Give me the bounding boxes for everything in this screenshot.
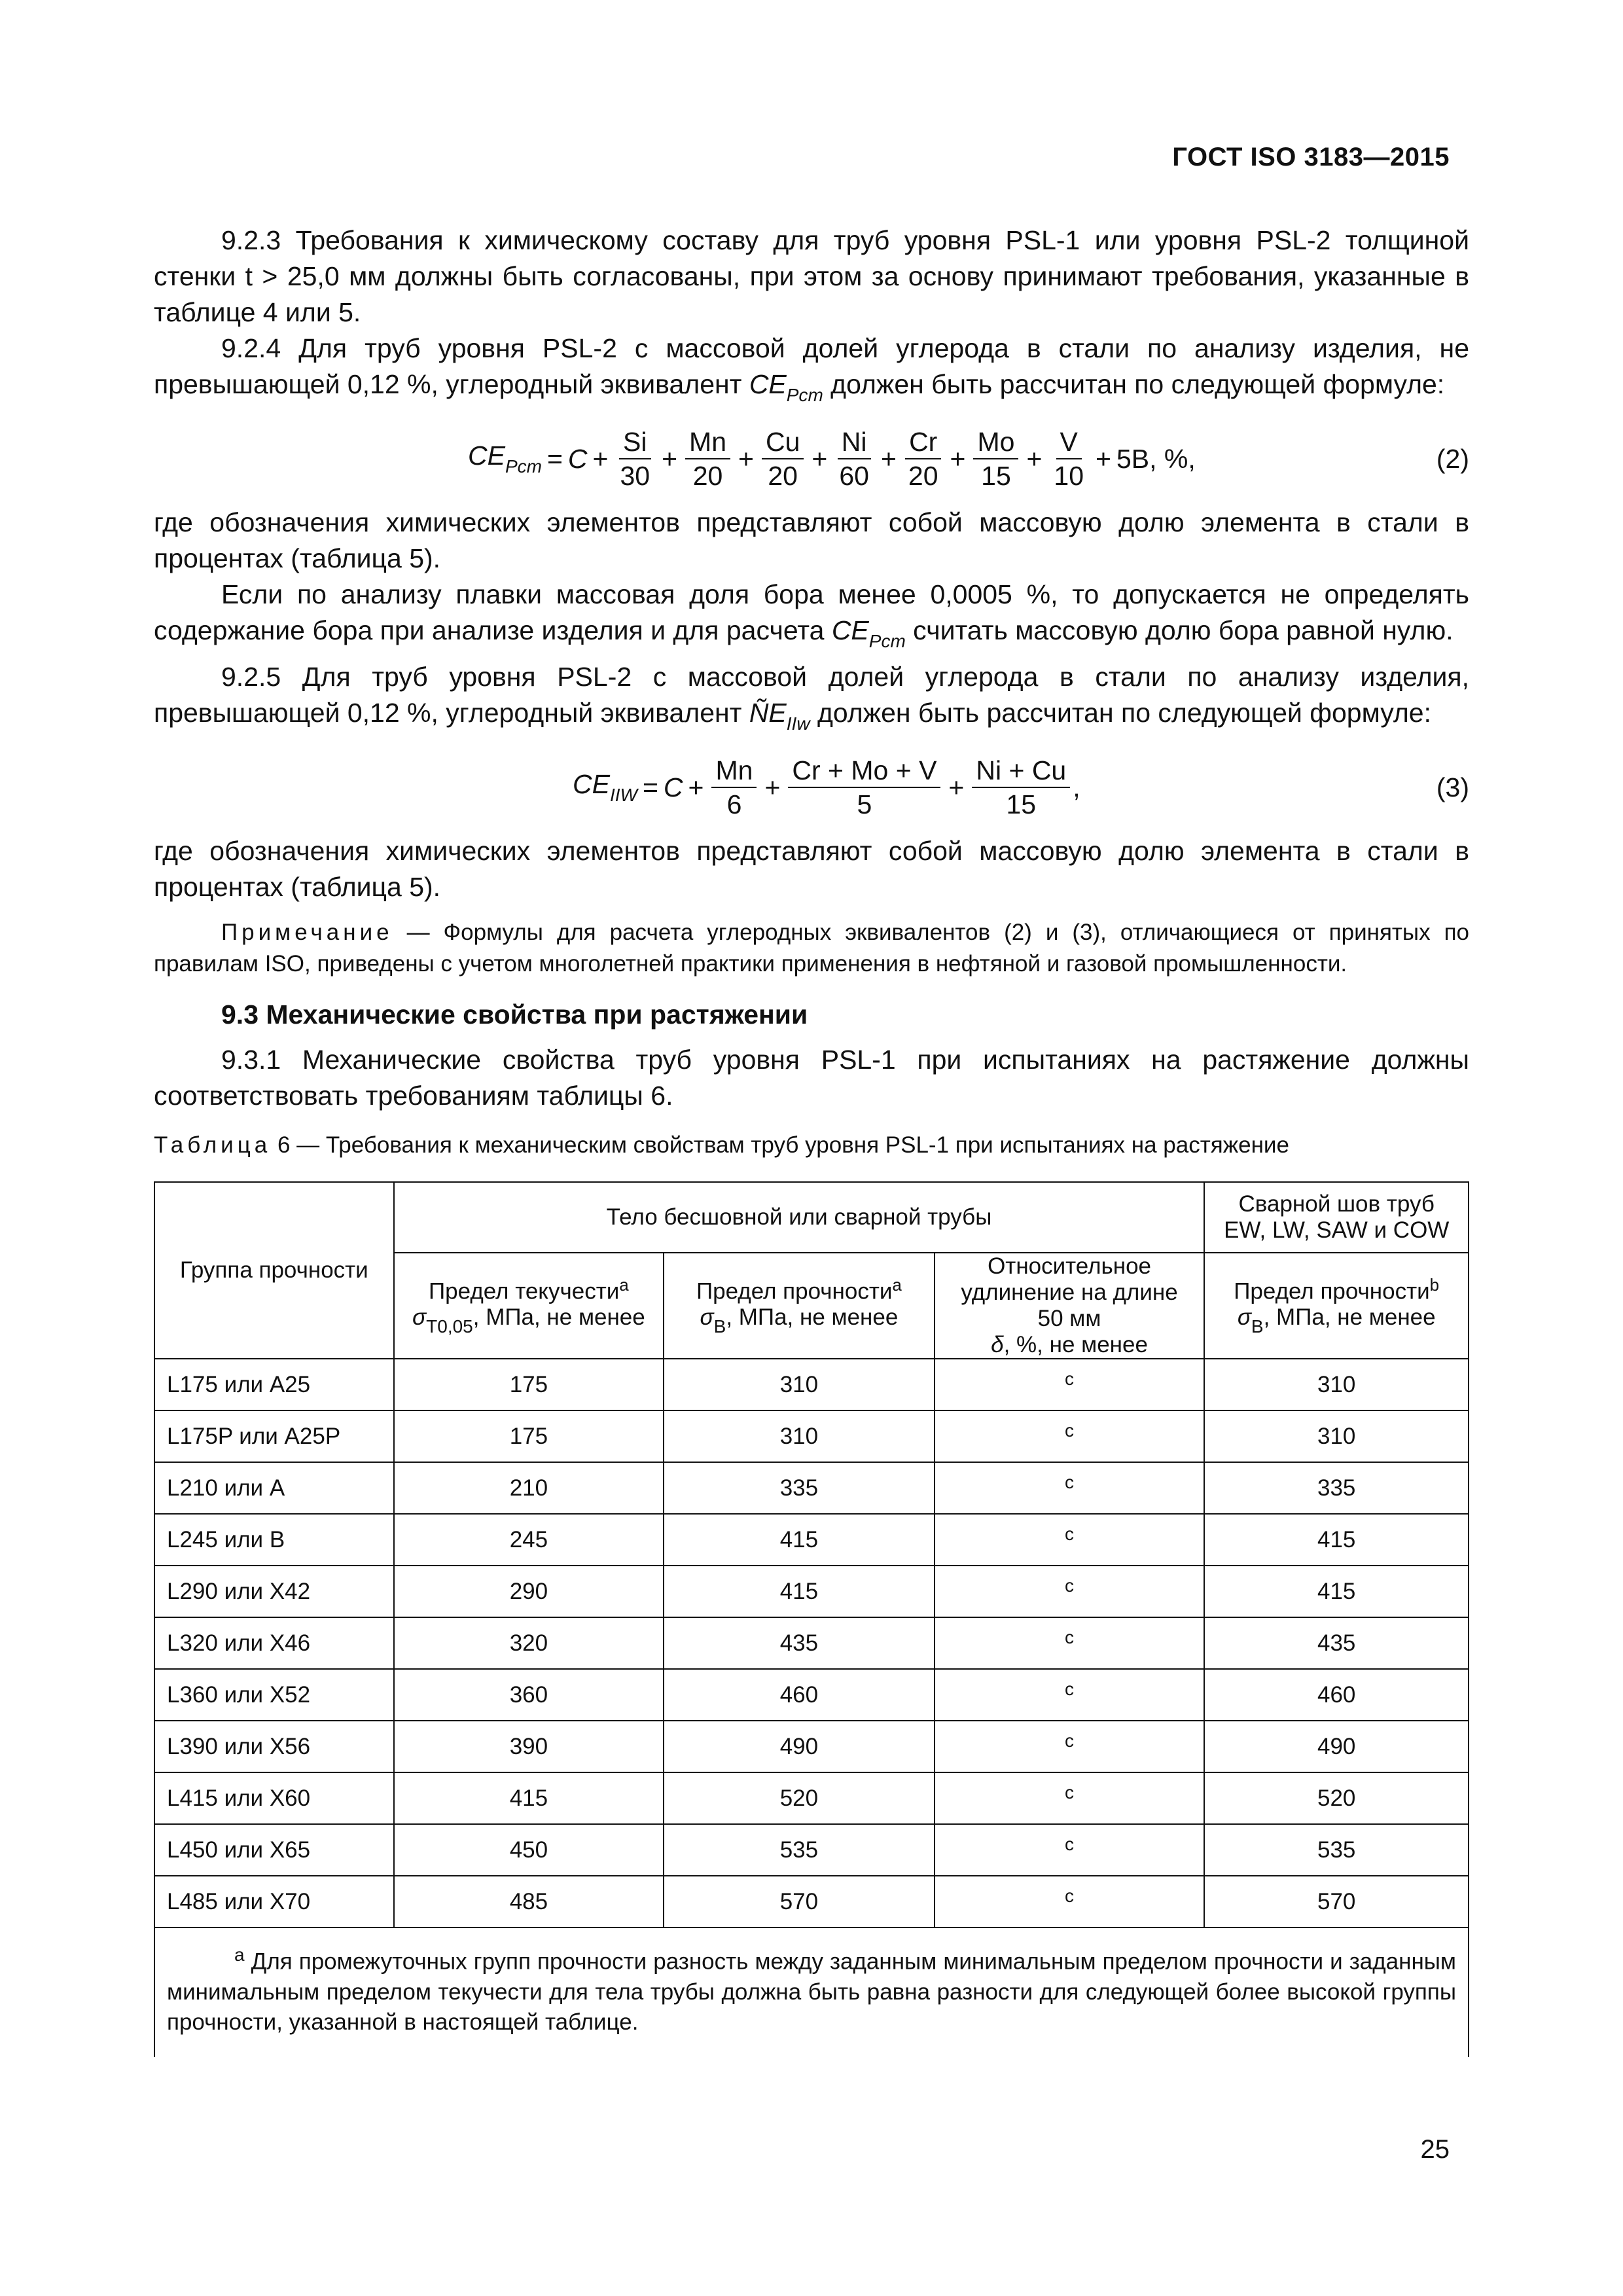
cell-yield: 175: [394, 1359, 664, 1410]
formula-fraction: $\frac{Mo}{15}$: [973, 425, 1018, 492]
paragraph-9-2-5: 9.2.5 Для труб уровня PSL-2 с массовой долей углерода в стали по анализу изделия, превышающей 0,12 %, углеродный эквивалент $ÑE_{IIw}$ должен быть рассчитан по следующей формуле:: [154, 662, 1469, 734]
cell-weld: 520: [1204, 1772, 1469, 1824]
formula-fraction: $\frac{Cr}{20}$: [904, 425, 942, 492]
table-row: [154, 1359, 1469, 1410]
cell-tensile: 415: [664, 1566, 935, 1617]
cell-tensile: 310: [664, 1359, 935, 1410]
where-clause-2: где обозначения химических элементов представляют собой массовую долю элемента в стали в процентах (таблица 5).: [154, 836, 1469, 902]
cell-weld: 415: [1204, 1514, 1469, 1566]
cell-yield: 360: [394, 1669, 664, 1721]
cell-yield: 485: [394, 1876, 664, 1928]
formula-fraction: $\frac{Ni}{60}$: [835, 425, 873, 492]
col-header-elongation: Относительное удлинение на длине 50 мм δ, %, не менее: [935, 1253, 1205, 1359]
table-row: [154, 1514, 1469, 1566]
formula-lhs: $CE_{IIW}$: [573, 769, 637, 805]
cell-yield: 320: [394, 1617, 664, 1669]
cell-yield: 390: [394, 1721, 664, 1772]
cell-grade: L290 или X42: [154, 1566, 394, 1617]
cell-elong: c: [935, 1514, 1205, 1566]
cell-weld: 415: [1204, 1566, 1469, 1617]
where-clause-1: где обозначения химических элементов представляют собой массовую долю элемента в стали в процентах (таблица 5).: [154, 507, 1469, 573]
cell-grade: L210 или A: [154, 1462, 394, 1514]
cell-yield: 290: [394, 1566, 664, 1617]
formula-2: [154, 413, 1469, 505]
cell-elong: c: [935, 1772, 1205, 1824]
paragraph-9-2-4-text-end: должен быть рассчитан по следующей формуле:: [823, 369, 1445, 399]
formula-lhs: $CE_{Pcm}$: [468, 440, 542, 476]
cell-weld: 460: [1204, 1669, 1469, 1721]
cell-weld: 310: [1204, 1410, 1469, 1462]
note-label: Примечание: [221, 920, 393, 945]
cell-elong: c: [935, 1359, 1205, 1410]
cell-yield: 245: [394, 1514, 664, 1566]
col-header-yield: Предел текучести$^a$ $\sigma_{T0,05}$, МПа, не менее: [394, 1253, 664, 1359]
symbol-ce-pcm: $CE_{Pcm}$: [749, 369, 823, 405]
cell-yield: 210: [394, 1462, 664, 1514]
note-text: — Формулы для расчета углеродных эквивалентов (2) и (3), отличающиеся от принятых по правилам ISO, приведены с учетом многолетней практики применения в нефтяной и газовой промышленности.: [154, 920, 1469, 977]
col-header-weld: Сварной шов труб EW, LW, SAW и COW: [1204, 1182, 1469, 1253]
cell-yield: 450: [394, 1824, 664, 1876]
col-header-tensile: Предел прочности$^a$ $\sigma_B$, МПа, не менее: [664, 1253, 935, 1359]
cell-tensile: 460: [664, 1669, 935, 1721]
cell-weld: 335: [1204, 1462, 1469, 1514]
cell-tensile: 535: [664, 1824, 935, 1876]
page-number: 25: [1420, 2135, 1450, 2164]
table-row: [154, 1669, 1469, 1721]
cell-tensile: 310: [664, 1410, 935, 1462]
table-row: [154, 1876, 1469, 1928]
formula-fraction: $\frac{Ni + Cu}{15}$: [972, 754, 1070, 821]
formula-fraction: $\frac{Cr + Mo + V}{5}$: [788, 754, 940, 821]
table-row: [154, 1462, 1469, 1514]
table-row: [154, 1617, 1469, 1669]
table-row: [154, 1824, 1469, 1876]
formula-3-number: (3): [1436, 772, 1469, 802]
formula-3-expression: $CE_{IIW}$ = C + $\frac{Mn}{6}$ + $\frac{Cr + Mo + V}{5}$ + $\frac{Ni + Cu}{15}$ ,: [573, 755, 1080, 819]
cell-elong: c: [935, 1824, 1205, 1876]
cell-grade: L360 или X52: [154, 1669, 394, 1721]
symbol-ne-iiw: $ÑE_{IIw}$: [749, 698, 810, 734]
cell-yield: 175: [394, 1410, 664, 1462]
cell-grade: L450 или X65: [154, 1824, 394, 1876]
cell-elong: c: [935, 1462, 1205, 1514]
formula-2-expression: $CE_{Pcm}$ = C + $\frac{Si}{30}$ + $\frac{Mn}{20}$ + $\frac{Cu}{20}$ + $\frac{Ni}{60}$ + $\frac{Cr}{20}$ + $\frac{Mo}{15}$ + $\frac{V}{10}$ + 5B, %,: [468, 427, 1196, 491]
cell-tensile: 490: [664, 1721, 935, 1772]
cell-weld: 435: [1204, 1617, 1469, 1669]
table-row: [154, 1772, 1469, 1824]
table-6: [154, 1181, 1469, 2057]
formula-fraction: $\frac{Mn}{6}$: [711, 754, 757, 821]
table-6-footnote: $^a$ Для промежуточных групп прочности разность между заданным минимальным пределом прочности и заданным минимальным пределом текучести для тела трубы должна быть равна разности для следующей более высокой группы прочности, указанной в настоящей таблице.: [154, 1928, 1469, 2057]
cell-elong: c: [935, 1876, 1205, 1928]
cell-elong: c: [935, 1617, 1205, 1669]
boron-paragraph: Если по анализу плавки массовая доля бора менее 0,0005 %, то допускается не определять содержание бора при анализе изделия и для расчета $CE_{Pcm}$ считать массовую долю бора равной нулю.: [154, 579, 1469, 651]
formula-fraction: $\frac{V}{10}$: [1054, 427, 1084, 491]
cell-tensile: 435: [664, 1617, 935, 1669]
cell-elong: c: [935, 1410, 1205, 1462]
cell-grade: L485 или X70: [154, 1876, 394, 1928]
cell-grade: L390 или X56: [154, 1721, 394, 1772]
cell-elong: c: [935, 1566, 1205, 1617]
body-text: [154, 223, 1469, 1161]
cell-yield: 415: [394, 1772, 664, 1824]
paragraph-9-2-4-text: 9.2.4 Для труб уровня PSL-2 с массовой долей углерода в стали по анализу изделия, не превышающей 0,12 %, углеродный эквивалент: [154, 333, 1469, 399]
col-header-pipe-body: Тело бесшовной или сварной трубы: [394, 1182, 1205, 1253]
cell-tensile: 570: [664, 1876, 935, 1928]
formula-fraction: $\frac{Cu}{20}$: [762, 425, 804, 492]
cell-weld: 535: [1204, 1824, 1469, 1876]
cell-grade: L175P или A25P: [154, 1410, 394, 1462]
cell-elong: c: [935, 1669, 1205, 1721]
cell-weld: 490: [1204, 1721, 1469, 1772]
cell-weld: 310: [1204, 1359, 1469, 1410]
table-6-caption: Таблица 6 — Требования к механическим свойствам труб уровня PSL-1 при испытаниях на растяжение: [154, 1132, 1289, 1158]
formula-3: [154, 742, 1469, 833]
paragraph-9-2-4: [154, 331, 1469, 413]
cell-weld: 570: [1204, 1876, 1469, 1928]
section-title-9-3: 9.3 Механические свойства при растяжении: [221, 999, 808, 1030]
paragraph-9-3-1: 9.3.1 Механические свойства труб уровня PSL-1 при испытаниях на растяжение должны соответствовать требованиям таблицы 6.: [154, 1045, 1469, 1111]
cell-grade: L320 или X46: [154, 1617, 394, 1669]
table-row: [154, 1410, 1469, 1462]
cell-grade: L415 или X60: [154, 1772, 394, 1824]
col-header-group: Группа прочности: [154, 1182, 394, 1359]
cell-elong: c: [935, 1721, 1205, 1772]
note: [154, 917, 1469, 980]
symbol-ce-pcm: $CE_{Pcm}$: [831, 615, 906, 651]
formula-fraction: $\frac{Mn}{20}$: [685, 425, 730, 492]
col-header-weld-tensile: Предел прочности$^b$ $\sigma_B$, МПа, не менее: [1204, 1253, 1469, 1359]
document-header: ГОСТ ISO 3183—2015: [1172, 143, 1450, 171]
table-row: [154, 1721, 1469, 1772]
table-row: [154, 1566, 1469, 1617]
cell-grade: L245 или B: [154, 1514, 394, 1566]
cell-tensile: 520: [664, 1772, 935, 1824]
cell-grade: L175 или A25: [154, 1359, 394, 1410]
cell-tensile: 335: [664, 1462, 935, 1514]
paragraph-9-2-3: 9.2.3 Требования к химическому составу для труб уровня PSL-1 или уровня PSL-2 толщиной стенки t > 25,0 мм должны быть согласованы, при этом за основу принимают требования, указанные в таблице 4 или 5.: [154, 225, 1469, 327]
formula-fraction: $\frac{Si}{30}$: [620, 427, 651, 491]
formula-2-number: (2): [1436, 443, 1469, 474]
cell-tensile: 415: [664, 1514, 935, 1566]
